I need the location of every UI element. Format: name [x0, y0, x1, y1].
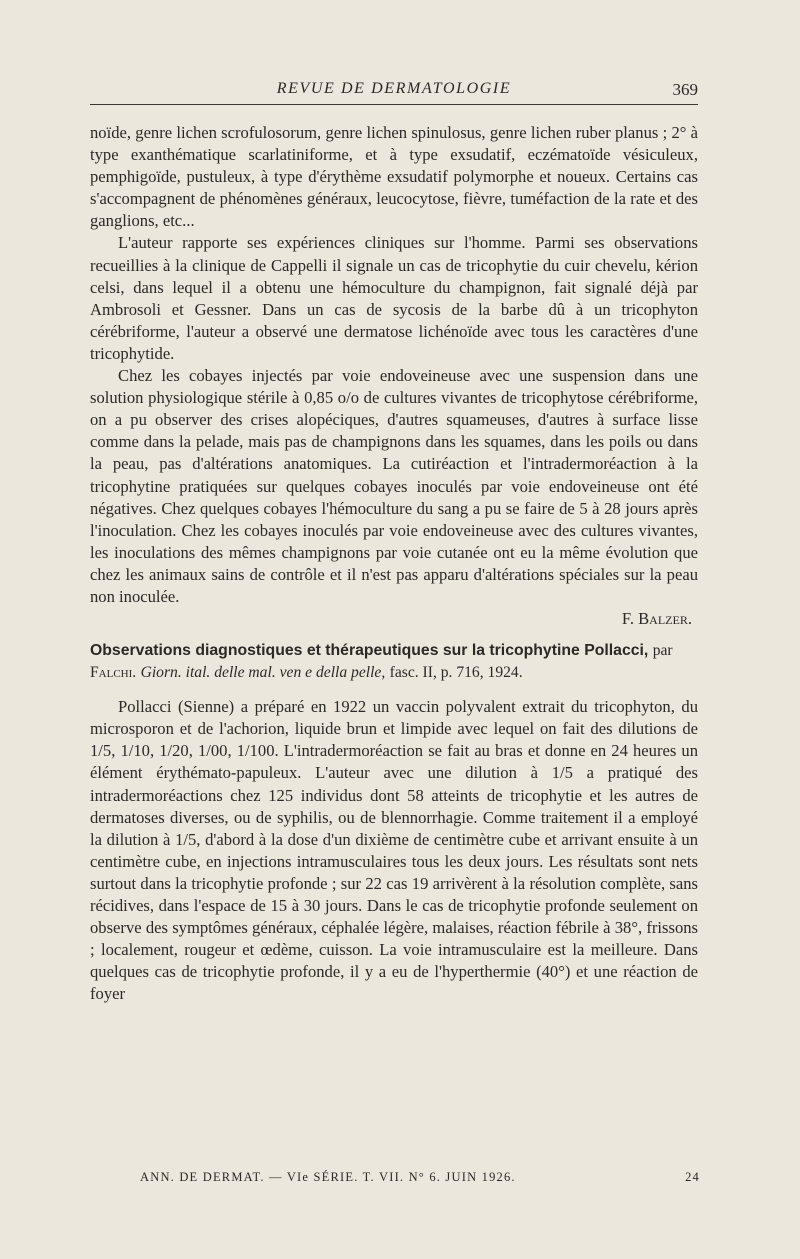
page-body	[90, 122, 698, 1005]
paragraph-1: noïde, genre lichen scrofulosorum, genre lichen spinulosus, genre lichen ruber planus ; 2° à type exanthématique scarlatiniforme, et à type exsudatif, eczématoïde vésiculeux, pemphigoïde, pustuleux, à type d'érythème exsudatif polymorphe et noueux. Certains cas s'accompagnent de phénomènes généraux, leucocytose, fièvre, tuméfaction de la rate et des ganglions, etc...	[90, 123, 698, 231]
review-signature: F. Balzer.	[621, 609, 692, 629]
article-author-prefix: par	[652, 642, 673, 660]
article-heading	[90, 640, 698, 684]
article-reference: fasc. II, p. 716, 1924.	[389, 664, 523, 682]
article-author: Falchi.	[90, 664, 137, 682]
paragraph-4: Pollacci (Sienne) a préparé en 1922 un vaccin polyvalent extrait du tricophyton, du microsporon et de l'achorion, liquide brun et limpide avec lequel on fait des dilutions de 1/5, 1/10, 1/20, 1/00, 1/100. L'intradermoréaction se fait au bras et donne en 24 heures un élément érythémato-papuleux. L'auteur avec une dilution à 1/5 a pratiqué des intradermoréactions chez 125 individus dont 58 atteints de tricophytie et les autres de dermatoses diverses, ou de syphilis, ou de blennorrhagie. Comme traitement il a employé la dilution à 1/5, d'abord à la dose d'un dixième de centimètre cube et arrivant ensuite à un centimètre cube, en injections intramusculaires tous les deux jours. Les résultats sont nets surtout dans la tricophytie profonde ; sur 22 cas 19 arrivèrent à la résolution complète, sans récidives, dans l'espace de 15 à 30 jours. Dans le cas de tricophytie profonde seulement on observe des symptômes généraux, céphalée légère, malaises, réaction fébrile à 38°, frissons ; localement, rougeur et œdème, cuisson. La voie intramusculaire est la meilleure. Dans quelques cas de tricophytie profonde, il y a eu de l'hyperthermie (40°) et une réaction de foyer	[90, 697, 698, 1004]
footer-citation: ANN. DE DERMAT. — VIe SÉRIE. T. VII. N° 6. JUIN 1926.	[140, 1170, 516, 1184]
page-footer	[140, 1170, 700, 1185]
article-journal: Giorn. ital. delle mal. ven e della pelle,	[140, 664, 386, 682]
paragraph-2: L'auteur rapporte ses expériences cliniques sur l'homme. Parmi ses observations recueillies à la clinique de Cappelli il signale un cas de tricophytie du cuir chevelu, kérion celsi, dans lequel il a obtenu une hémoculture du champignon, fait signalé déjà par Ambrosoli et Gessner. Dans un cas de sycosis de la barbe dû à un tricophyton cérébriforme, l'auteur a observé une dermatose lichénoïde avec tous les caractères d'une tricophytide.	[90, 233, 698, 363]
paragraph-3: Chez les cobayes injectés par voie endoveineuse avec une suspension dans une solution physiologique stérile à 0,85 o/o de cultures vivantes de tricophytose cérébriforme, on a pu observer des crises alopéciques, d'autres squameuses, d'autres à surface lisse comme dans la pelade, mais pas de champignons dans les squames, dans les poils ou dans la peau, pas d'altérations anatomiques. La cutiréaction et l'intradermoréaction à la tricophytine pratiquées sur quelques cobayes inoculés par voie endoveineuse ont été négatives. Chez quelques cobayes l'hémoculture du sang a pu se faire de 5 à 28 jours après l'inoculation. Chez les cobayes inoculés par voie endoveineuse avec des cultures vivantes, les inoculations des mêmes champignons par voie cutanée ont eu la même évolution que chez les animaux sains de contrôle et il n'est pas apparu d'altérations spéciales sur la peau non inoculée.	[90, 366, 698, 606]
footer-signature-mark: 24	[685, 1170, 700, 1184]
article-title: Observations diagnostiques et thérapeutiques sur la tricophytine Pollacci,	[90, 642, 649, 660]
page-number: 369	[672, 80, 698, 99]
running-title: REVUE DE DERMATOLOGIE	[276, 80, 512, 97]
page-header	[90, 80, 698, 105]
